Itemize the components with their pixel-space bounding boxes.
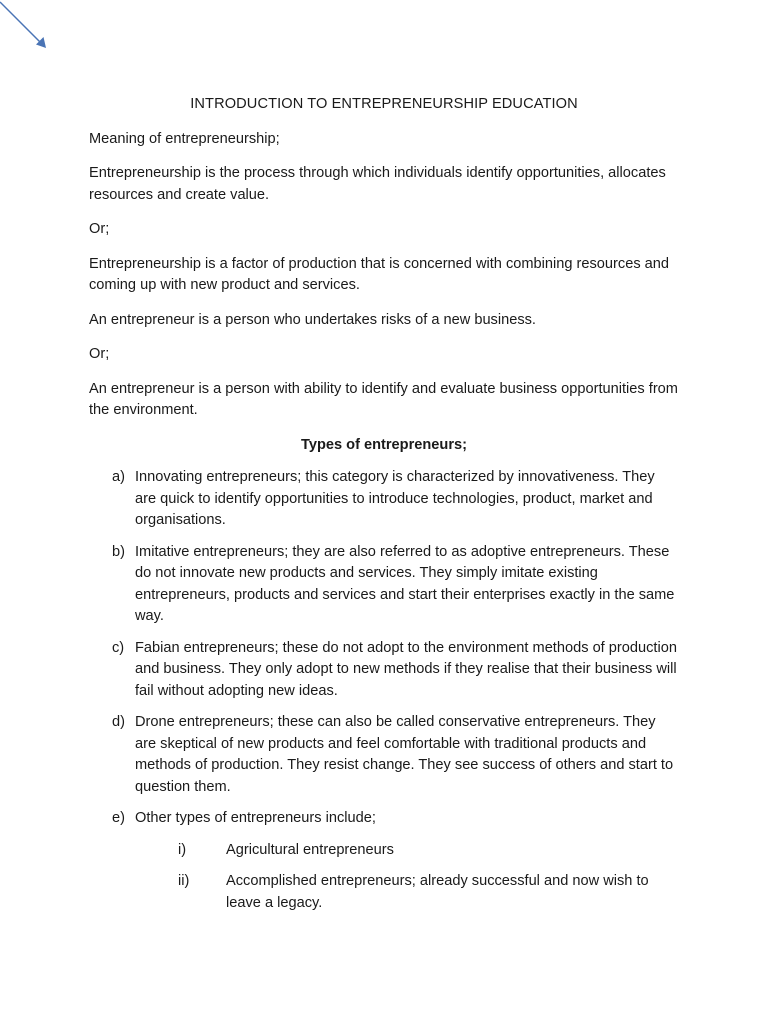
list-item-text: Innovating entrepreneurs; this category is characterized by innovativeness. They are quick to identify opportunities to introduce technologies, product, market and organisations. xyxy=(135,469,655,528)
paragraph: Entrepreneurship is the process through which individuals identify opportunities, allocates resources and create value. xyxy=(89,165,666,203)
sub-list-marker: i) xyxy=(178,841,187,858)
sub-list-item-text: Accomplished entrepreneurs; already successful and now wish to leave a legacy. xyxy=(226,873,649,911)
paragraph: An entrepreneur is a person who undertakes risks of a new business. xyxy=(89,311,536,328)
list-item xyxy=(89,467,679,532)
sub-list-item-text: Agricultural entrepreneurs xyxy=(226,841,394,858)
paragraph: Entrepreneurship is a factor of production that is concerned with combining resources and coming up with new product and services. xyxy=(89,255,670,293)
list-item-text: Other types of entrepreneurs include; xyxy=(135,810,376,826)
list-item xyxy=(89,638,679,703)
sub-list-item xyxy=(135,840,679,862)
sub-list-marker: ii) xyxy=(178,873,190,889)
paragraph: An entrepreneur is a person with ability to identify and evaluate business opportunities from the environment. xyxy=(89,380,678,418)
sub-list-item xyxy=(135,871,679,914)
list-marker: a) xyxy=(112,469,125,485)
sub-list xyxy=(135,840,679,915)
list-marker: c) xyxy=(112,639,125,656)
list-item xyxy=(89,808,679,914)
paragraph: Or; xyxy=(89,346,110,362)
list-marker: b) xyxy=(112,543,125,560)
meaning-heading: Meaning of entrepreneurship; xyxy=(89,130,280,147)
paragraph: Or; xyxy=(89,221,110,237)
document-title: INTRODUCTION TO ENTREPRENEURSHIP EDUCATION xyxy=(190,96,578,112)
arrow-annotation-icon xyxy=(0,0,60,60)
list-marker: e) xyxy=(112,810,125,826)
document-body xyxy=(89,94,679,924)
list-item-text: Fabian entrepreneurs; these do not adopt to the environment methods of production and business. They only adopt to new methods if they realise that their business will fail without adopting new ideas. xyxy=(135,639,677,699)
list-item-text: Imitative entrepreneurs; they are also referred to as adoptive entrepreneurs. These do not innovate new products and services. They simply imitate existing entrepreneurs, products and services and start their enterprises exactly in the same way. xyxy=(135,543,675,624)
list-marker: d) xyxy=(112,714,125,730)
list-item xyxy=(89,712,679,798)
list-item xyxy=(89,542,679,628)
list-item-text: Drone entrepreneurs; these can also be called conservative entrepreneurs. They are skeptical of new products and feel comfortable with traditional products and methods of production. They resist change. They see success of others and start to question them. xyxy=(135,714,674,795)
types-heading: Types of entrepreneurs; xyxy=(301,436,467,453)
types-list xyxy=(89,467,679,914)
